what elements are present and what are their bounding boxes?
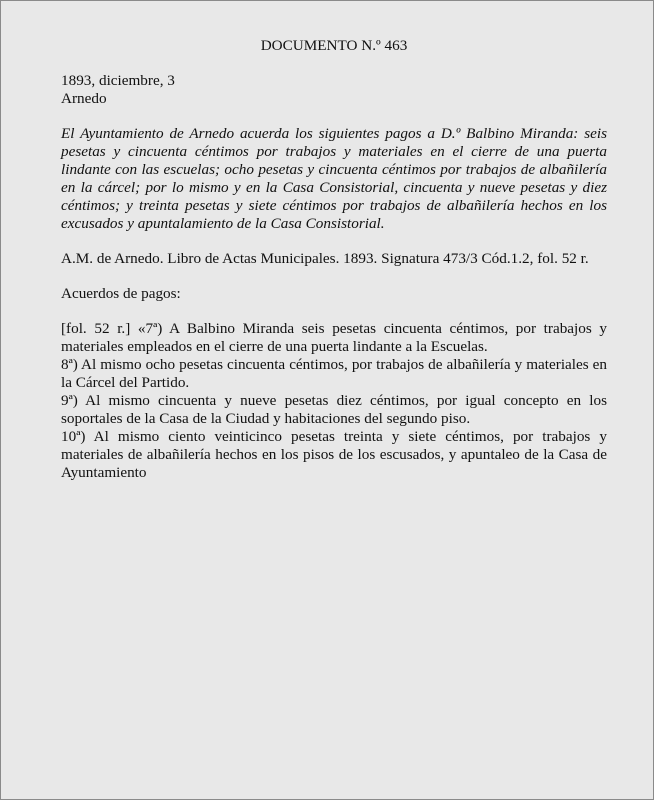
archival-source: A.M. de Arnedo. Libro de Actas Municipales. 1893. Signatura 473/3 Cód.1.2, fol. 52 r. [61,250,589,267]
entries-list [61,320,607,482]
document-date: 1893, diciembre, 3 [61,72,175,89]
document-title: DOCUMENTO N.º 463 [260,37,408,54]
section-heading: Acuerdos de pagos: [61,285,181,302]
payment-entry-10: 10ª) Al mismo ciento veinticinco pesetas treinta y siete céntimos, por trabajos y materiales de albañilería hechos en los pisos de los escusados, y apuntaleo de la Casa de Ayuntamiento [61,428,607,481]
payment-entry-8: 8ª) Al mismo ocho pesetas cincuenta céntimos, por trabajos de albañilería y materiales en la Cárcel del Partido. [61,356,607,391]
payment-entry-9: 9ª) Al mismo cincuenta y nueve pesetas diez céntimos, por igual concepto en los soportales de la Casa de la Ciudad y habitaciones del segundo piso. [61,392,607,427]
document-place: Arnedo [61,90,107,107]
document-header [61,72,607,108]
payment-entry-7: [fol. 52 r.] «7ª) A Balbino Miranda seis pesetas cincuenta céntimos, por trabajos y materiales empleados en el cierre de una puerta lindante a la Escuelas. [61,320,607,355]
document-content [61,37,607,482]
document-summary: El Ayuntamiento de Arnedo acuerda los siguientes pagos a D.º Balbino Miranda: seis pesetas y cincuenta céntimos por trabajos y materiales en el cierre de una puerta lindante con las escuelas; ocho pesetas y cincuenta céntimos por trabajos de albañilería en la cárcel; por lo mismo y en la Casa Consistorial, cincuenta y nueve pesetas y diez céntimos; y treinta pesetas y siete céntimos por trabajos de albañilería hechos en los excusados y apuntalamiento de la Casa Consistorial. [61,125,607,232]
